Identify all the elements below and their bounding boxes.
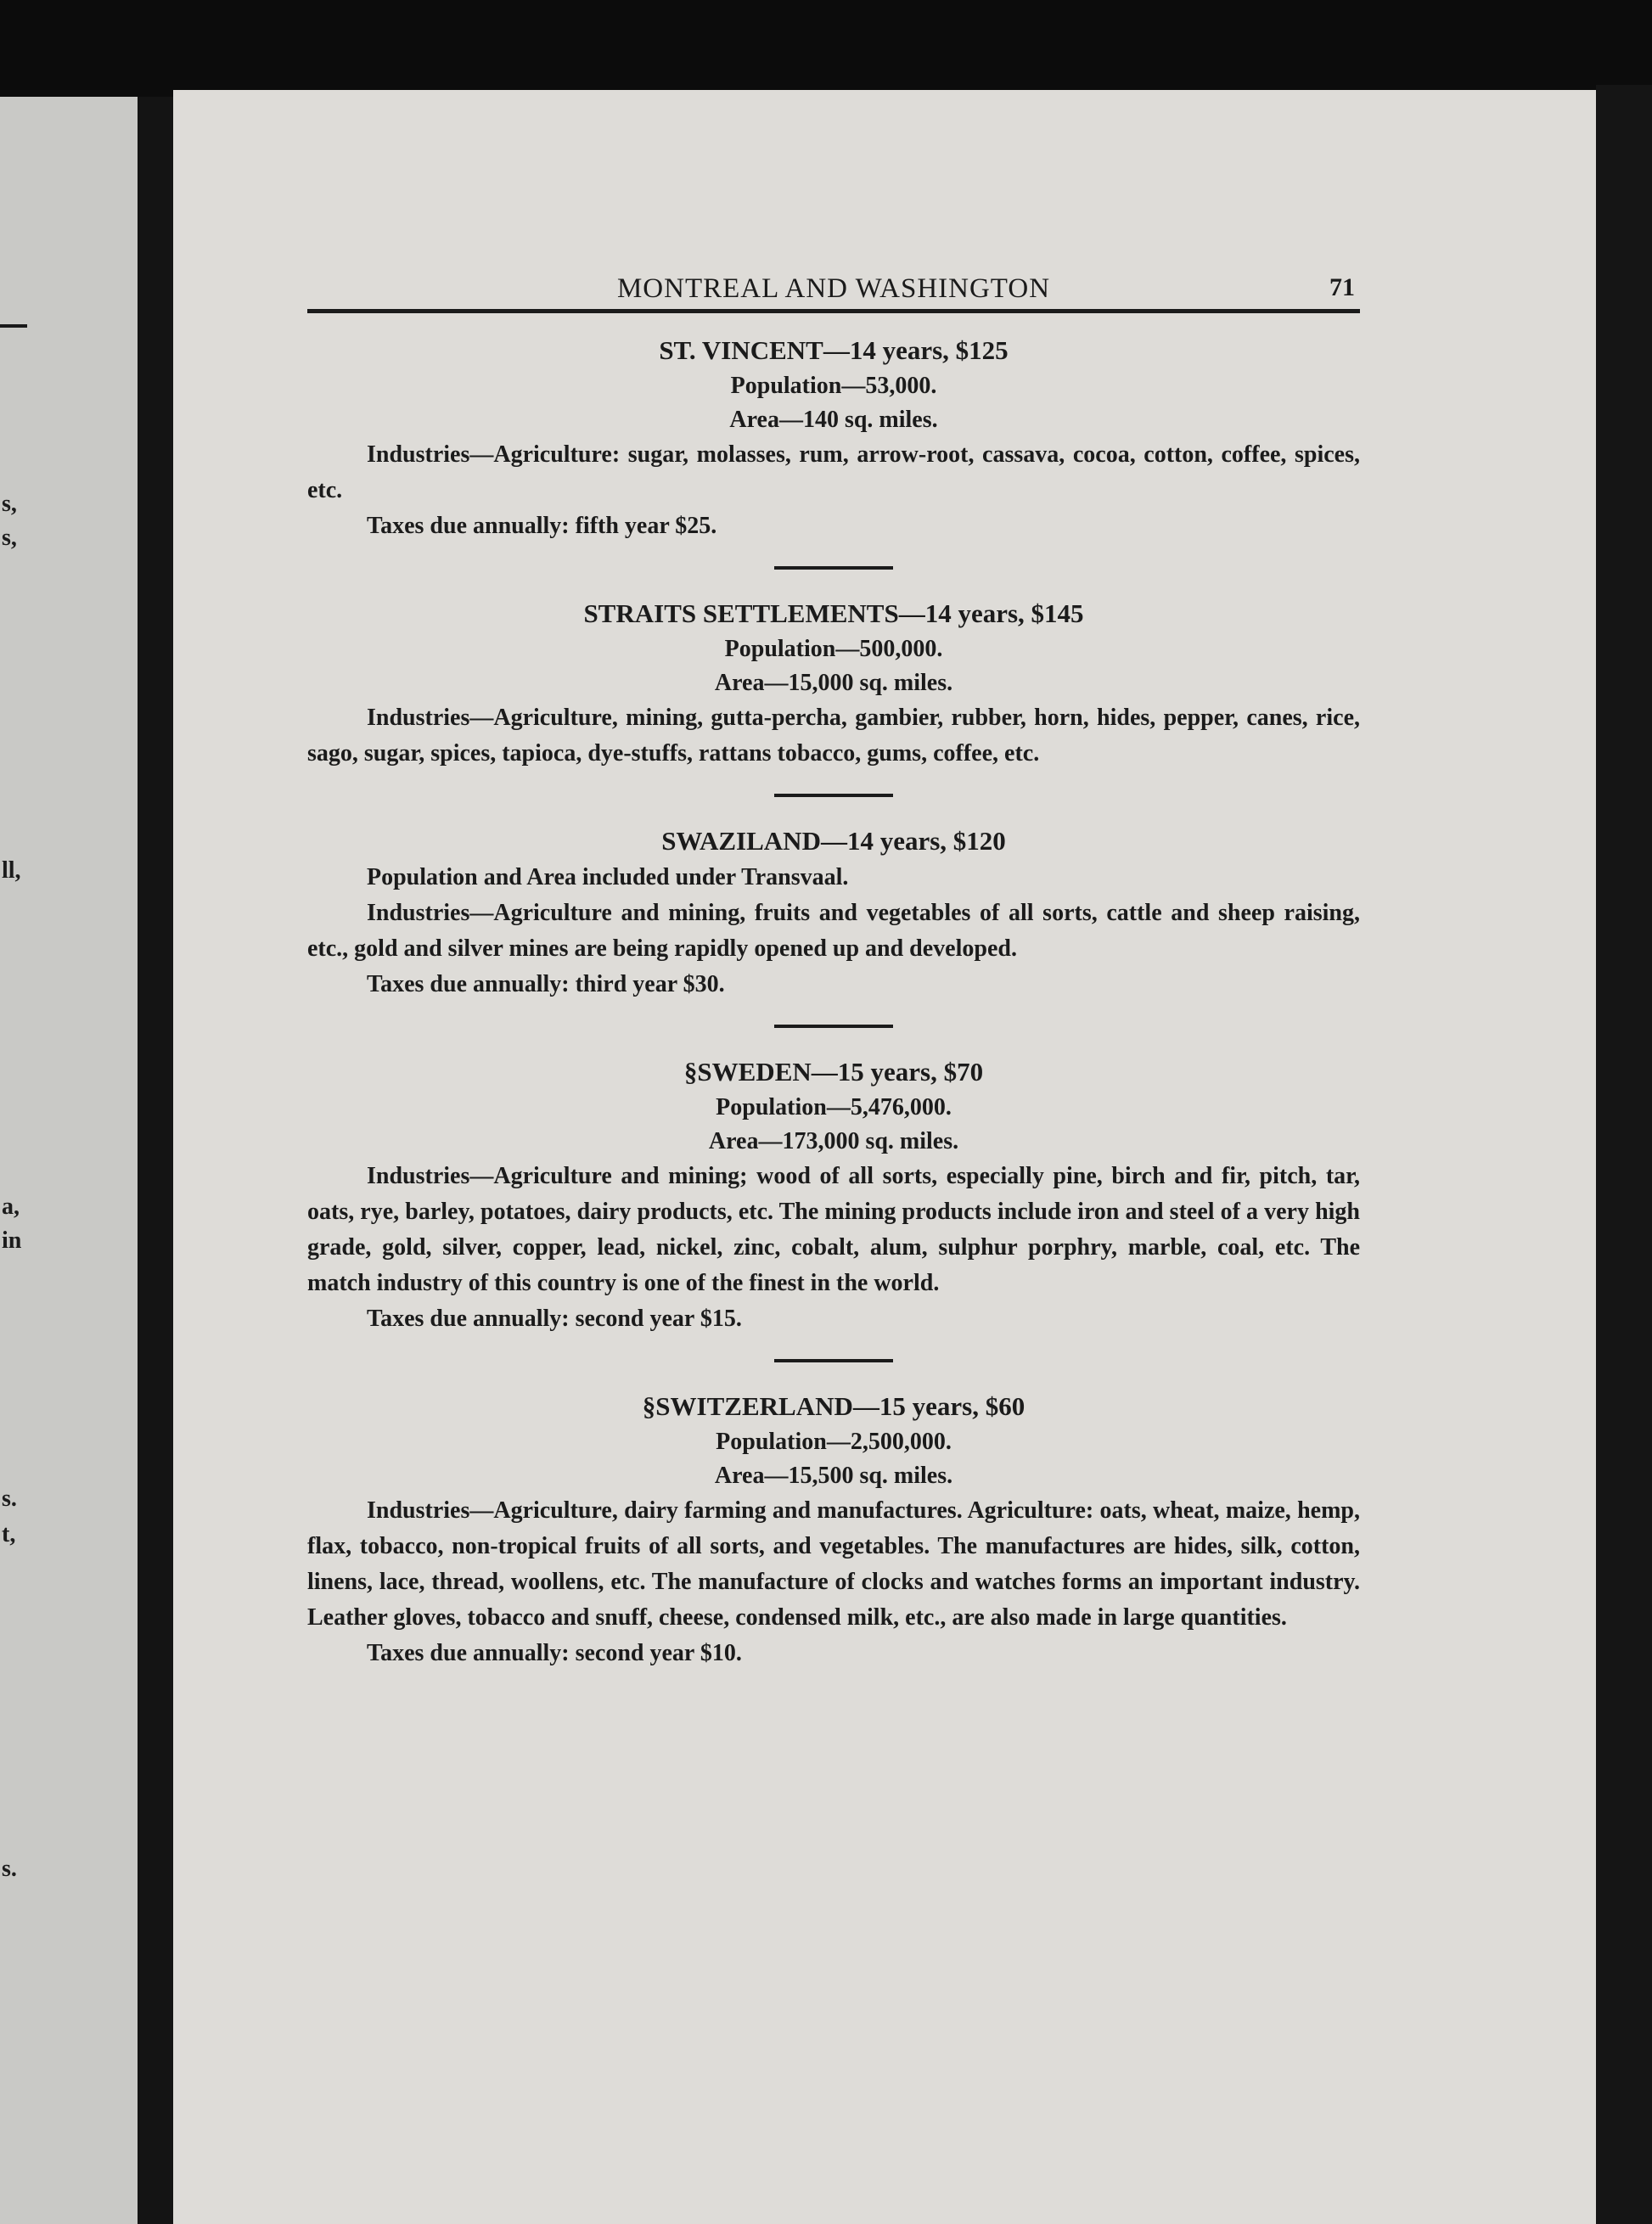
previous-page-edge [0,97,138,2224]
area-line: Area—140 sq. miles. [729,407,938,433]
entry-title: §SWITZERLAND—15 years, $60 [642,1391,1025,1421]
section-divider [774,794,893,797]
entry-straits-settlements [307,595,1360,772]
area-line: Area—15,000 sq. miles. [714,670,953,696]
section-divider [774,1359,893,1362]
page-content [307,270,1360,1671]
area-line: Area—15,500 sq. miles. [714,1463,953,1489]
taxes-line: Taxes due annually: second year $15. [367,1306,742,1332]
previous-page-fragment: in [2,1227,22,1254]
page-edge-shadow [1596,85,1652,2224]
population-line: Population—2,500,000. [716,1429,952,1455]
industries-paragraph: Industries—Agriculture: sugar, molasses, rum, arrow-root, cassava, cocoa, cotton, coffee, spices, etc. [307,441,1360,503]
previous-page-fragment: s. [2,1856,17,1882]
book-spine [138,97,173,2224]
previous-page-fragment: a, [2,1193,20,1220]
industries-paragraph: Industries—Agriculture, dairy farming and manufactures. Agriculture: oats, wheat, maize, hemp, flax, tobacco, non-tropical fruits of all sorts, and vegetables. The manufactures are hides, silk, cotton, linens, lace, thread, woollens, etc. The manufacture of clocks and watches forms an important industry. Leather gloves, tobacco and snuff, cheese, condensed milk, etc., are also made in large quantities. [307,1497,1360,1631]
entry-swaziland [307,823,1360,1002]
entry-switzerland [307,1388,1360,1671]
entry-title: §SWEDEN—15 years, $70 [683,1057,984,1087]
entry-title: SWAZILAND—14 years, $120 [661,826,1006,856]
previous-page-fragment: ll, [2,857,21,884]
section-divider [774,1025,893,1028]
previous-page-fragment: s, [2,525,17,551]
industries-paragraph: Industries—Agriculture and mining; wood of all sorts, especially pine, birch and fir, pitch, tar, oats, rye, barley, potatoes, dairy products, etc. The mining products include iron and steel of a very high grade, gold, silver, copper, lead, nickel, zinc, cobalt, alum, sulphur porphry, marble, coal, etc. The match industry of this country is one of the finest in the world. [307,1163,1360,1296]
area-line: Area—173,000 sq. miles. [708,1128,959,1154]
population-line: Population—5,476,000. [716,1094,952,1120]
previous-page-rule [0,324,27,328]
industries-paragraph: Industries—Agriculture, mining, gutta-percha, gambier, rubber, horn, hides, pepper, canes, rice, sago, sugar, spices, tapioca, dye-stuffs, rattans tobacco, gums, coffee, etc. [307,705,1360,767]
taxes-line: Taxes due annually: fifth year $25. [367,513,717,539]
entry-st-vincent [307,332,1360,544]
entry-title: STRAITS SETTLEMENTS—14 years, $145 [583,598,1084,628]
previous-page-fragment: t, [2,1521,16,1547]
previous-page-fragment: s. [2,1485,17,1512]
page-number: 71 [1329,273,1355,301]
taxes-line: Taxes due annually: third year $30. [367,971,725,997]
entry-title: ST. VINCENT—14 years, $125 [659,335,1009,365]
running-head [307,270,1360,313]
population-area-line: Population and Area included under Transvaal. [367,864,849,890]
section-divider [774,566,893,570]
population-line: Population—53,000. [730,373,937,399]
industries-paragraph: Industries—Agriculture and mining, fruits and vegetables of all sorts, cattle and sheep raising, etc., gold and silver mines are being rapidly opened up and developed. [307,900,1360,962]
previous-page-fragment: s, [2,491,17,517]
taxes-line: Taxes due annually: second year $10. [367,1640,742,1666]
running-head-title: MONTREAL AND WASHINGTON [616,273,1051,304]
population-line: Population—500,000. [724,636,943,662]
entry-sweden [307,1053,1360,1337]
